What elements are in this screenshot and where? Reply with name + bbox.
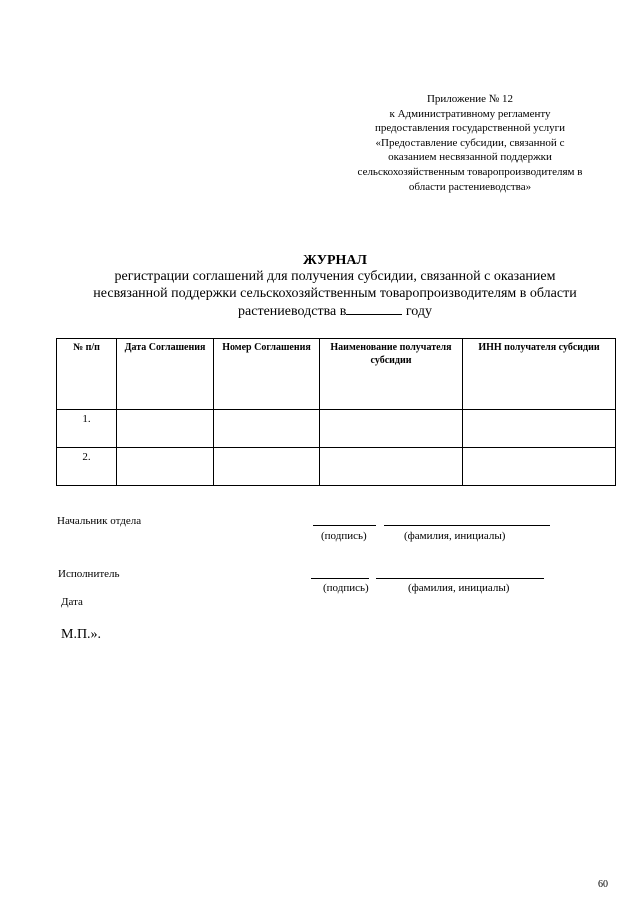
executor-signature-caption: (подпись) <box>323 582 369 594</box>
page-number: 60 <box>598 879 608 890</box>
table-cell <box>463 410 616 448</box>
head-name-line <box>384 525 550 526</box>
head-of-department-label: Начальник отдела <box>57 515 142 527</box>
appendix-line: «Предоставление субсидии, связанной с <box>375 136 565 149</box>
executor-name-line <box>376 578 544 579</box>
appendix-line: Приложение № 12 <box>426 93 514 105</box>
journal-title: ЖУРНАЛ <box>303 253 367 268</box>
table-cell <box>117 410 214 448</box>
appendix-line: оказанием несвязанной поддержки <box>388 151 552 164</box>
table-cell <box>320 410 463 448</box>
executor-name-caption: (фамилия, инициалы) <box>408 582 510 594</box>
head-name-caption: (фамилия, инициалы) <box>404 530 506 542</box>
appendix-header <box>330 92 610 194</box>
column-header-recipient-name: Наименование получателя субсидии <box>320 339 463 410</box>
subtitle-line-last <box>40 302 630 321</box>
column-header-date: Дата Соглашения <box>117 339 214 410</box>
journal-subtitle <box>40 269 630 321</box>
registration-table <box>56 338 616 486</box>
table-cell-number: 1. <box>57 410 117 448</box>
column-header-agreement-number: Номер Соглашения <box>214 339 320 410</box>
appendix-line: к Административному регламенту <box>389 107 551 120</box>
table-row <box>57 410 616 448</box>
table-cell <box>214 448 320 486</box>
executor-signature-line <box>311 578 369 579</box>
journal-title-block <box>40 253 630 321</box>
table-cell <box>117 448 214 486</box>
subtitle-year-prefix: растениеводства в <box>238 304 347 319</box>
table-header-row <box>57 339 616 410</box>
table-cell-number: 2. <box>57 448 117 486</box>
table-cell <box>463 448 616 486</box>
head-signature-caption: (подпись) <box>321 530 367 542</box>
column-header-inn: ИНН получателя субсидии <box>463 339 616 410</box>
stamp-place-label: М.П.». <box>61 627 102 642</box>
table-cell <box>214 410 320 448</box>
table-row <box>57 448 616 486</box>
subtitle-year-suffix: году <box>405 304 432 319</box>
appendix-line: предоставления государственной услуги <box>374 122 566 135</box>
subtitle-line: регистрации соглашений для получения субсидии, связанной с оказанием <box>114 269 556 284</box>
table-cell <box>320 448 463 486</box>
year-blank-line <box>346 302 402 315</box>
appendix-line: сельскохозяйственным товаропроизводителям в <box>357 165 583 178</box>
executor-label: Исполнитель <box>58 568 120 580</box>
date-label: Дата <box>61 596 83 608</box>
head-signature-line <box>313 525 376 526</box>
column-header-number: № п/п <box>57 339 117 410</box>
appendix-line: области растениеводства» <box>408 180 532 193</box>
subtitle-line: несвязанной поддержки сельскохозяйственным товаропроизводителям в области <box>93 285 577 301</box>
